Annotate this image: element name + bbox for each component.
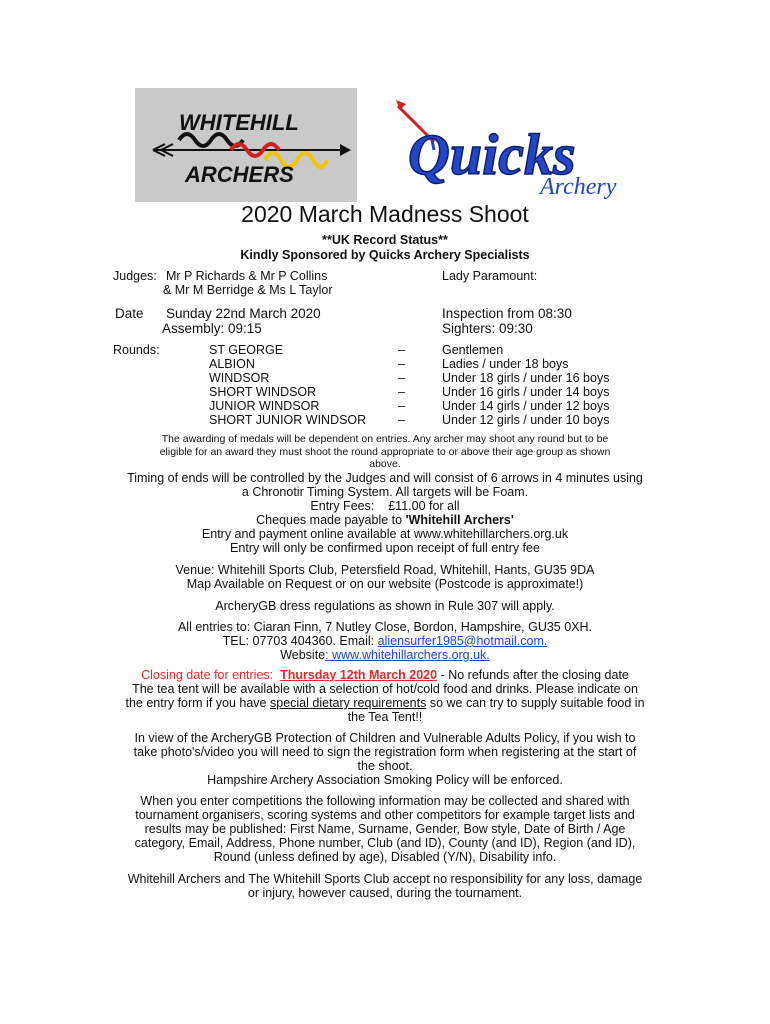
venue-block bbox=[100, 563, 670, 591]
tea-line: the Tea Tent!! bbox=[347, 710, 423, 724]
assembly-time: Assembly: 09:15 bbox=[162, 321, 262, 336]
round-dash: – bbox=[398, 413, 405, 427]
round-category: Under 12 girls / under 10 boys bbox=[442, 413, 610, 427]
sponsor-line: Kindly Sponsored by Quicks Archery Specialists bbox=[240, 248, 530, 262]
data-notice-line: category, Email, Address, Phone number, Club (and ID), County (and ID), Region (and ID), bbox=[134, 836, 636, 850]
disclaimer-line: or injury, however caused, during the tournament. bbox=[247, 886, 523, 900]
timing-block bbox=[100, 471, 670, 555]
cheques-line: Cheques made payable to 'Whitehill Archers' bbox=[256, 513, 514, 527]
round-category: Under 14 girls / under 12 boys bbox=[442, 399, 610, 413]
entry-confirmation: Entry will only be confirmed upon receipt of full entry fee bbox=[230, 541, 540, 555]
medals-note-line: above. bbox=[369, 458, 401, 470]
online-entry: Entry and payment online available at www.whitehillarchers.org.uk bbox=[201, 527, 569, 541]
inspection-time: Inspection from 08:30 bbox=[442, 306, 572, 321]
date-label: Date bbox=[115, 306, 144, 321]
entries-address: All entries to: Ciaran Finn, 7 Nutley Close, Bordon, Hampshire, GU35 0XH. bbox=[177, 620, 593, 634]
round-category: Under 18 girls / under 16 boys bbox=[442, 371, 610, 385]
entries-tel: TEL: 07703 404360. Email: aliensurfer1985@hotmail.com. bbox=[222, 634, 548, 648]
judges-label: Judges: bbox=[113, 269, 157, 283]
disclaimer-line: Whitehill Archers and The Whitehill Sports Club accept no responsibility for any loss, damage bbox=[127, 872, 643, 886]
judges-line2: & Mr M Berridge & Ms L Taylor bbox=[163, 283, 333, 297]
logo-left-line2: ARCHERS bbox=[185, 162, 294, 187]
judges-line1: Mr P Richards & Mr P Collins bbox=[166, 269, 328, 283]
lady-paramount: Lady Paramount: bbox=[442, 269, 538, 283]
tea-line: The tea tent will be available with a selection of hot/cold food and drinks. Please indicate on bbox=[132, 682, 638, 696]
disclaimer bbox=[100, 872, 670, 900]
entries-website: Website: www.whitehillarchers.org.uk. bbox=[280, 648, 490, 662]
round-name: SHORT WINDSOR bbox=[209, 385, 317, 399]
round-dash: – bbox=[398, 371, 405, 385]
round-category: Gentlemen bbox=[442, 343, 504, 357]
data-notice-line: tournament organisers, scoring systems and other competitors for example target lists and bbox=[135, 808, 635, 822]
email-link[interactable]: aliensurfer1985@hotmail.com. bbox=[377, 634, 548, 648]
sighters-time: Sighters: 09:30 bbox=[442, 321, 533, 336]
round-name: JUNIOR WINDSOR bbox=[209, 399, 320, 413]
closing-block bbox=[100, 668, 670, 724]
website-link[interactable]: : www.whitehillarchers.org.uk. bbox=[325, 648, 490, 662]
round-name: ALBION bbox=[209, 357, 255, 371]
logo-right-main: Quicks bbox=[408, 122, 576, 187]
logo-left-line1: WHITEHILL bbox=[179, 110, 299, 135]
round-category: Ladies / under 18 boys bbox=[442, 357, 569, 371]
date-value: Sunday 22nd March 2020 bbox=[166, 306, 321, 321]
data-notice-line: results may be published: First Name, Surname, Gender, Bow style, Date of Birth / Age bbox=[144, 822, 626, 836]
timing-line: a Chronotir Timing System. All targets will be Foam. bbox=[241, 485, 529, 499]
quicks-archery-logo bbox=[392, 96, 662, 206]
medals-note-line: The awarding of medals will be dependent on entries. Any archer may shoot any round but to be bbox=[161, 433, 609, 445]
logo-right-sub: Archery bbox=[540, 174, 617, 200]
entry-fees: Entry Fees: £11.00 for all bbox=[310, 499, 460, 513]
round-name: ST GEORGE bbox=[209, 343, 284, 357]
data-notice-line: When you enter competitions the following information may be collected and shared with bbox=[140, 794, 630, 808]
round-dash: – bbox=[398, 385, 405, 399]
timing-line: Timing of ends will be controlled by the Judges and will consist of 6 arrows in 4 minutes using bbox=[127, 471, 643, 485]
round-dash: – bbox=[398, 343, 405, 357]
protection-line: the shoot. bbox=[357, 759, 413, 773]
rounds-label: Rounds: bbox=[113, 343, 160, 357]
round-dash: – bbox=[398, 357, 405, 371]
entries-contact bbox=[100, 620, 670, 662]
round-name: WINDSOR bbox=[209, 371, 270, 385]
whitehill-archers-logo bbox=[135, 88, 357, 202]
medals-note-line: eligible for an award they must shoot the round appropriate to or above their age group as shown bbox=[159, 445, 611, 458]
round-dash: – bbox=[398, 399, 405, 413]
data-notice bbox=[100, 794, 670, 864]
dress-regulations: ArcheryGB dress regulations as shown in Rule 307 will apply. bbox=[215, 599, 555, 613]
smoking-policy: Hampshire Archery Association Smoking Policy will be enforced. bbox=[207, 773, 563, 787]
round-category: Under 16 girls / under 14 boys bbox=[442, 385, 610, 399]
protection-line: In view of the ArcheryGB Protection of Children and Vulnerable Adults Policy, if you wish to bbox=[134, 731, 636, 745]
tea-line: the entry form if you have special dietary requirements so we can try to supply suitable food in bbox=[125, 696, 645, 710]
protection-line: take photo's/video you will need to sign the registration form when registering at the start of bbox=[133, 745, 637, 759]
venue-line: Map Available on Request or on our website (Postcode is approximate!) bbox=[186, 577, 584, 591]
round-name: SHORT JUNIOR WINDSOR bbox=[209, 413, 367, 427]
page-title: 2020 March Madness Shoot bbox=[241, 201, 529, 227]
venue-line: Venue: Whitehill Sports Club, Petersfield Road, Whitehill, Hants, GU35 9DA bbox=[175, 563, 595, 577]
data-notice-line: Round (unless defined by age), Disabled (Y/N), Disability info. bbox=[213, 850, 557, 864]
protection-block bbox=[100, 731, 670, 787]
record-status: **UK Record Status** bbox=[322, 233, 448, 247]
medals-note bbox=[120, 433, 650, 471]
closing-date: Closing date for entries: Thursday 12th March 2020 - No refunds after the closing date bbox=[141, 668, 629, 682]
